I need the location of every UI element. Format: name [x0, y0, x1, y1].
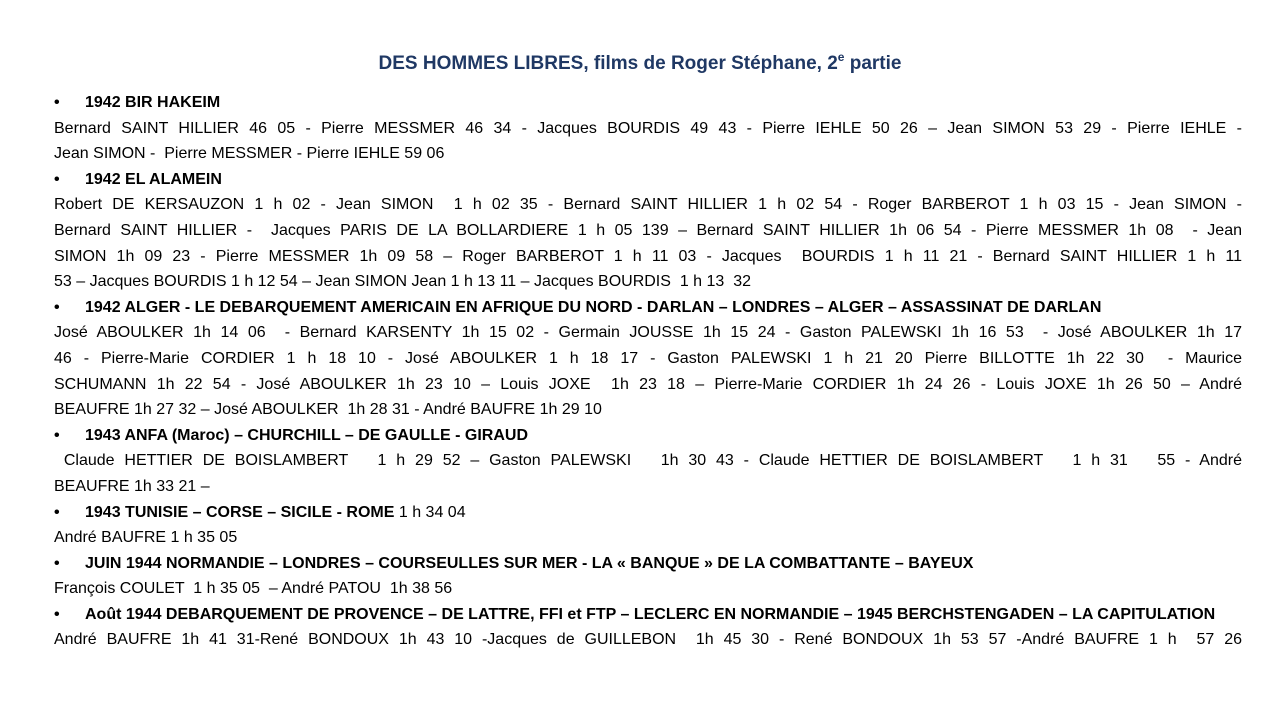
section-heading-anfa — [54, 423, 1242, 449]
bullet-icon: • — [54, 605, 60, 623]
section-heading-bir-hakeim — [54, 90, 1242, 116]
section-body-line: SCHUMANN 1h 22 54 - José ABOULKER 1h 23 10 – Louis JOXE 1h 23 18 – Pierre-Marie CORDIER 1h 24 26 - Louis JOXE 1h 26 50 – André — [54, 375, 1242, 393]
section-heading-text: JUIN 1944 NORMANDIE – LONDRES – COURSEULLES SUR MER - LA « BANQUE » DE LA COMBATTANTE – BAYEUX — [85, 554, 974, 572]
section-heading-el-alamein — [54, 167, 1242, 193]
section-heading-timestamp: 1 h 34 04 — [394, 503, 466, 521]
section-body-line: André BAUFRE 1h 41 31-René BONDOUX 1h 43 10 -Jacques de GUILLEBON 1h 45 30 - René BONDOUX 1h 53 57 -André BAUFRE 1 h 57 26 — [54, 631, 1242, 649]
section-body-line: Robert DE KERSAUZON 1 h 02 - Jean SIMON 1 h 02 35 - Bernard SAINT HILLIER 1 h 02 54 - Roger BARBEROT 1 h 03 15 - Jean SIMON - — [54, 196, 1242, 214]
section-body-line: Bernard SAINT HILLIER 46 05 - Pierre MESSMER 46 34 - Jacques BOURDIS 49 43 - Pierre IEHLE 50 26 – Jean SIMON 53 29 - Pierre IEHLE - — [54, 119, 1242, 137]
bullet-icon: • — [54, 170, 60, 188]
page-title — [0, 49, 1280, 76]
section-body-line: José ABOULKER 1h 14 06 - Bernard KARSENTY 1h 15 02 - Germain JOUSSE 1h 15 24 - Gaston PALEWSKI 1h 16 53 - José ABOULKER 1h 17 — [54, 324, 1242, 342]
section-body-line: BEAUFRE 1h 33 21 – — [54, 477, 210, 495]
page-title-superscript: e — [837, 49, 845, 64]
section-body-line: Bernard SAINT HILLIER - Jacques PARIS DE LA BOLLARDIERE 1 h 05 139 – Bernard SAINT HILLIER 1h 06 54 - Pierre MESSMER 1h 08 - Jean — [54, 221, 1242, 239]
section-body-line: SIMON 1h 09 23 - Pierre MESSMER 1h 09 58 – Roger BARBEROT 1 h 11 03 - Jacques BOURDIS 1 h 11 21 - Bernard SAINT HILLIER 1 h 11 — [54, 247, 1242, 265]
section-heading-provence — [54, 602, 1242, 628]
document-body — [54, 90, 1242, 653]
section-heading-text: 1942 ALGER - LE DEBARQUEMENT AMERICAIN EN AFRIQUE DU NORD - DARLAN – LONDRES – ALGER – ASSASSINAT DE DARLAN — [85, 298, 1102, 316]
section-heading-text: 1943 TUNISIE – CORSE – SICILE - ROME — [85, 503, 395, 521]
bullet-icon: • — [54, 426, 60, 444]
page-title-tail: partie — [844, 53, 902, 74]
section-heading-tunisie — [54, 500, 1242, 526]
section-heading-alger — [54, 295, 1242, 321]
section-heading-text: Août 1944 DEBARQUEMENT DE PROVENCE – DE LATTRE, FFI et FTP – LECLERC EN NORMANDIE – 1945 BERCHSTENGADEN – LA CAPITULATION — [85, 605, 1216, 623]
section-heading-text: 1943 ANFA (Maroc) – CHURCHILL – DE GAULLE - GIRAUD — [85, 426, 529, 444]
section-body-line: Claude HETTIER DE BOISLAMBERT 1 h 29 52 – Gaston PALEWSKI 1h 30 43 - Claude HETTIER DE BOISLAMBERT 1 h 31 55 - André — [54, 452, 1242, 470]
section-body-line: BEAUFRE 1h 27 32 – José ABOULKER 1h 28 31 - André BAUFRE 1h 29 10 — [54, 401, 602, 419]
section-heading-text: 1942 EL ALAMEIN — [85, 170, 222, 188]
section-body-line: Jean SIMON - Pierre MESSMER - Pierre IEHLE 59 06 — [54, 145, 445, 163]
section-heading-text: 1942 BIR HAKEIM — [85, 94, 221, 111]
section-body-line: François COULET 1 h 35 05 – André PATOU 1h 38 56 — [54, 580, 453, 598]
section-body-line: 53 – Jacques BOURDIS 1 h 12 54 – Jean SIMON Jean 1 h 13 11 – Jacques BOURDIS 1 h 13 32 — [54, 273, 751, 291]
section-body-line: 46 - Pierre-Marie CORDIER 1 h 18 10 - José ABOULKER 1 h 18 17 - Gaston PALEWSKI 1 h 21 20 Pierre BILLOTTE 1h 22 30 - Maurice — [54, 349, 1242, 367]
bullet-icon: • — [54, 94, 60, 111]
page-title-text: DES HOMMES LIBRES, films de Roger Stéphane, 2 — [378, 53, 838, 74]
bullet-icon: • — [54, 298, 60, 316]
bullet-icon: • — [54, 503, 60, 521]
section-heading-normandie — [54, 551, 1242, 577]
bullet-icon: • — [54, 554, 60, 572]
section-body-line: André BAUFRE 1 h 35 05 — [54, 529, 238, 547]
